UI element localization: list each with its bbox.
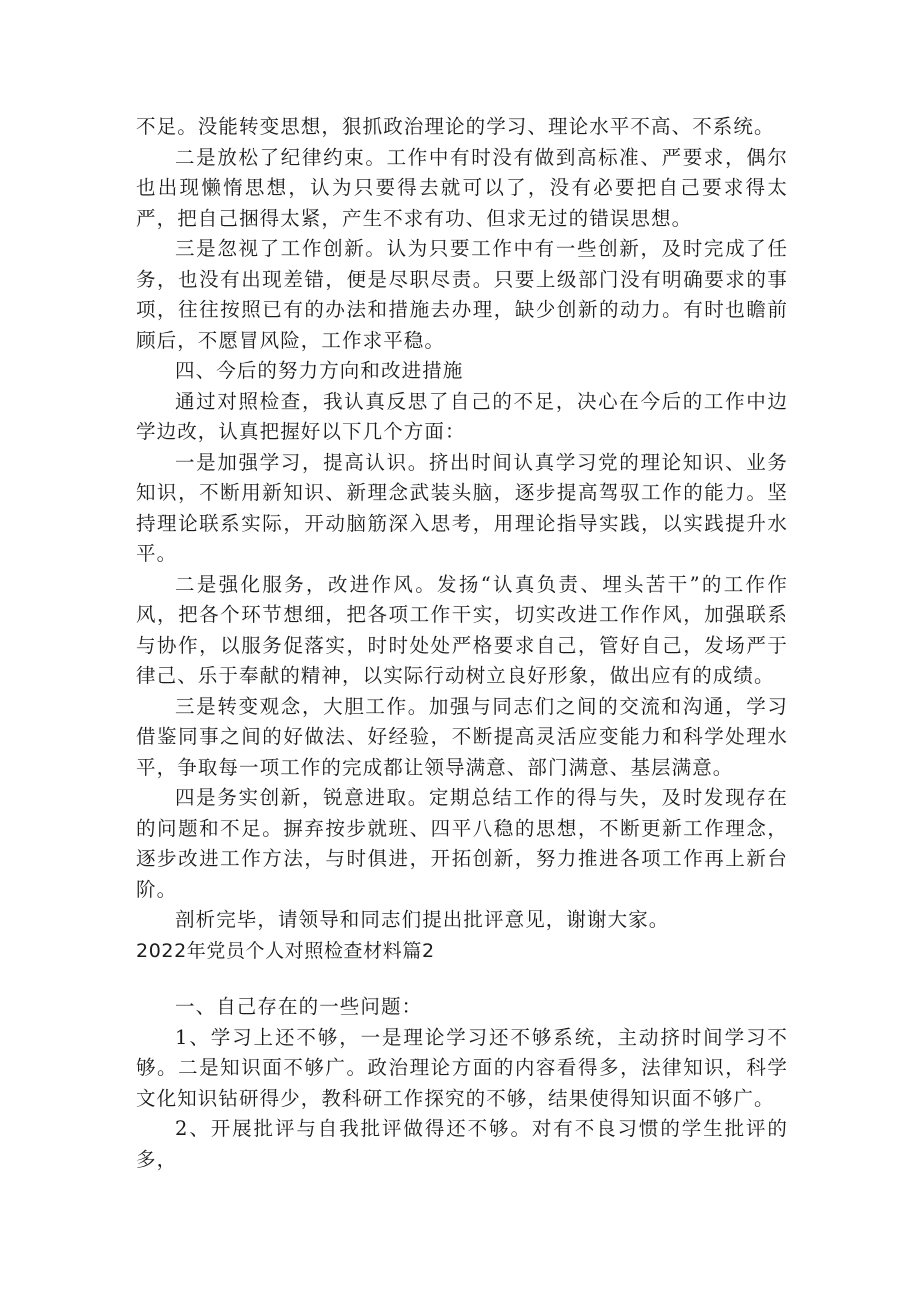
paragraph-mindset: 三是转变观念，大胆工作。加强与同志们之间的交流和沟通，学习借鉴同事之间的好做法、好经验，不断提高灵活应变能力和科学处理水平，争取每一项工作的完成都让领导满意、部门满意、基层满意。 <box>136 694 788 779</box>
paragraph-study: 一是加强学习，提高认识。挤出时间认真学习党的理论知识、业务知识，不断用新知识、新理念武装头脑，逐步提高驾驭工作的能力。坚持理论联系实际，开动脑筋深入思考，用理论指导实践，以实践提升水平。 <box>136 450 788 565</box>
paragraph-continued: 不足。没能转变思想，狠抓政治理论的学习、理论水平不高、不系统。 <box>136 115 775 138</box>
paragraph-service: 二是强化服务，改进作风。发扬“认真负责、埋头苦干”的工作作风，把各个环节想细，把各项工作干实，切实改进工作作风，加强联系与协作，以服务促落实，时时处处严格要求自己，管好自己，发场严于律己、乐于奉献的精神，以实际行动树立良好形象，做出应有的成绩。 <box>136 572 788 687</box>
paragraph-discipline: 二是放松了纪律约束。工作中有时没有做到高标准、严要求，偶尔也出现懒惰思想，认为只要得去就可以了，没有必要把自己要求得太严，把自己捆得太紧，产生不求有功、但求无过的错误思想。 <box>136 145 788 230</box>
subheading-improvement: 四、今后的努力方向和改进措施 <box>175 359 464 382</box>
paragraph-closing: 剖析完毕，请领导和同志们提出批评意见，谢谢大家。 <box>175 908 670 931</box>
subheading-problems: 一、自己存在的一些问题： <box>175 995 423 1018</box>
paragraph-reflection: 通过对照检查，我认真反思了自己的不足，决心在今后的工作中边学边改，认真把握好以下几个方面： <box>136 389 788 443</box>
section-heading: 2022年党员个人对照检查材料篇2 <box>136 939 435 962</box>
document-body <box>136 112 788 1175</box>
paragraph-problem-1: 1、学习上还不够，一是理论学习还不够系统，主动挤时间学习不够。二是知识面不够广。政治理论方面的内容看得多，法律知识，科学文化知识钻研得少，教科研工作探究的不够，结果使得知识面不够广。 <box>136 1025 788 1110</box>
paragraph-innovation: 三是忽视了工作创新。认为只要工作中有一些创新，及时完成了任务，也没有出现差错，便是尽职尽责。只要上级部门没有明确要求的事项，往往按照已有的办法和措施去办理，缺少创新的动力。有时也瞻前顾后，不愿冒风险，工作求平稳。 <box>136 237 788 352</box>
paragraph-pragmatic: 四是务实创新，锐意进取。定期总结工作的得与失，及时发现存在的问题和不足。摒弃按步就班、四平八稳的思想，不断更新工作理念，逐步改进工作方法，与时俱进，开拓创新，努力推进各项工作再上新台阶。 <box>136 786 788 901</box>
paragraph-problem-2: 2、开展批评与自我批评做得还不够。对有不良习惯的学生批评的多， <box>136 1117 788 1171</box>
